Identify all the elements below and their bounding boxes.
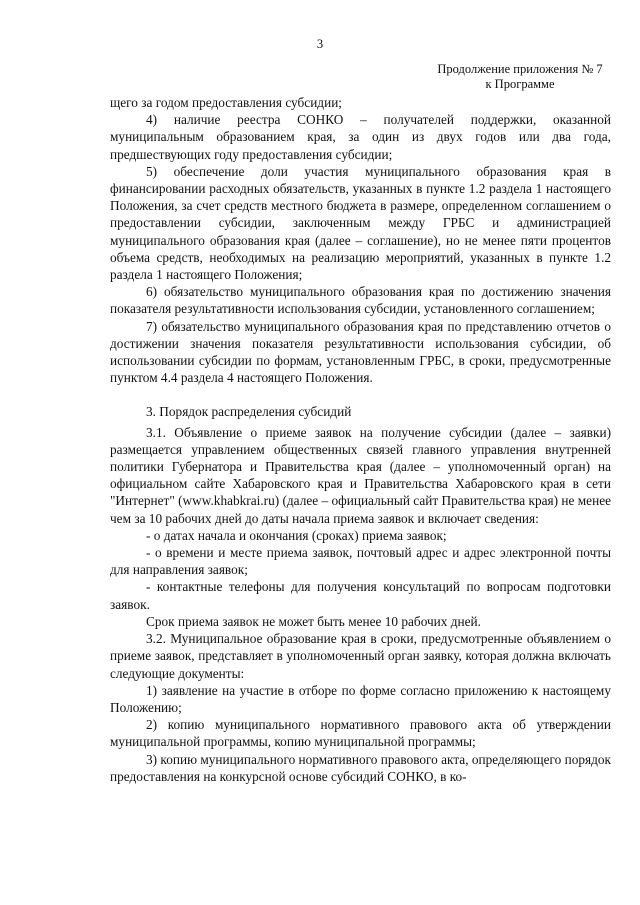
continuation-line-1: Продолжение приложения № 7 (437, 62, 603, 76)
list-item: - контактные телефоны для получения консультаций по вопросам подготовки заявок. (110, 579, 611, 612)
continuation-line-2: к Программе (485, 77, 555, 91)
paragraph: 3.1. Объявление о приеме заявок на получение субсидии (далее – заявки) размещается управлением общественных связей главного управления внутренней политики Губернатора и Правительства края (далее – уполномоченный орган) на официальном сайте Хабаровского края и Правительства Хабаровского края в сети "Интернет" (www.khabkrai.ru) (далее – официальный сайт Правительства края) не менее чем за 10 рабочих дней до даты начала приема заявок и включает сведения: (110, 424, 611, 526)
list-item: - о времени и месте приема заявок, почтовый адрес и адрес электронной почты для направления заявок; (110, 545, 611, 578)
paragraph: Срок приема заявок не может быть менее 10 рабочих дней. (146, 613, 481, 629)
section-heading: 3. Порядок распределения субсидий (146, 404, 352, 420)
paragraph: 7) обязательство муниципального образования края по представлению отчетов о достижении значения показателя результативности использования субсидии, об использовании субсидии по формам, установленным ГРБС, в сроки, предусмотренные пунктом 4.4 раздела 4 настоящего Положения. (110, 318, 611, 386)
paragraph: 3.2. Муниципальное образование края в сроки, предусмотренные объявлением о приеме заявок, представляет в уполномоченный орган заявку, которая должна включать следующие документы: (110, 631, 611, 681)
list-item: 2) копию муниципального нормативного правового акта об утверждении муниципальной программы, копию муниципальной программы; (110, 717, 611, 750)
document-body (110, 94, 611, 785)
paragraph: 5) обеспечение доли участия муниципального образования края в финансировании расходных обязательств, указанных в пункте 1.2 раздела 1 настоящего Положения, за счет средств местного бюджета в размере, определенном соглашением о предоставлении субсидии, заключенным между ГРБС и администрацией муниципального образования края (далее – соглашение), но не менее пяти процентов объема средств, необходимых на реализацию мероприятий, указанных в пункте 1.2 раздела 1 настоящего Положения; (110, 163, 611, 283)
paragraph: 4) наличие реестра СОНКО – получателей поддержки, оказанной муниципальным образованием края, за один из двух годов или два года, предшествующих году предоставления субсидии; (110, 112, 611, 162)
page-number: 3 (316, 37, 324, 51)
paragraph: 6) обязательство муниципального образования края по достижению значения показателя результативности использования субсидии, установленного соглашением; (110, 284, 611, 317)
list-item: 3) копию муниципального нормативного правового акта, определяющего порядок предоставления на конкурсной основе субсидий СОНКО, в ко- (110, 751, 611, 784)
list-item: 1) заявление на участие в отборе по форме согласно приложению к настоящему Положению; (110, 682, 611, 715)
appendix-continuation-note (420, 62, 620, 92)
paragraph: щего за годом предоставления субсидии; (110, 95, 343, 110)
list-item: - о датах начала и окончания (сроках) приема заявок; (146, 527, 447, 543)
